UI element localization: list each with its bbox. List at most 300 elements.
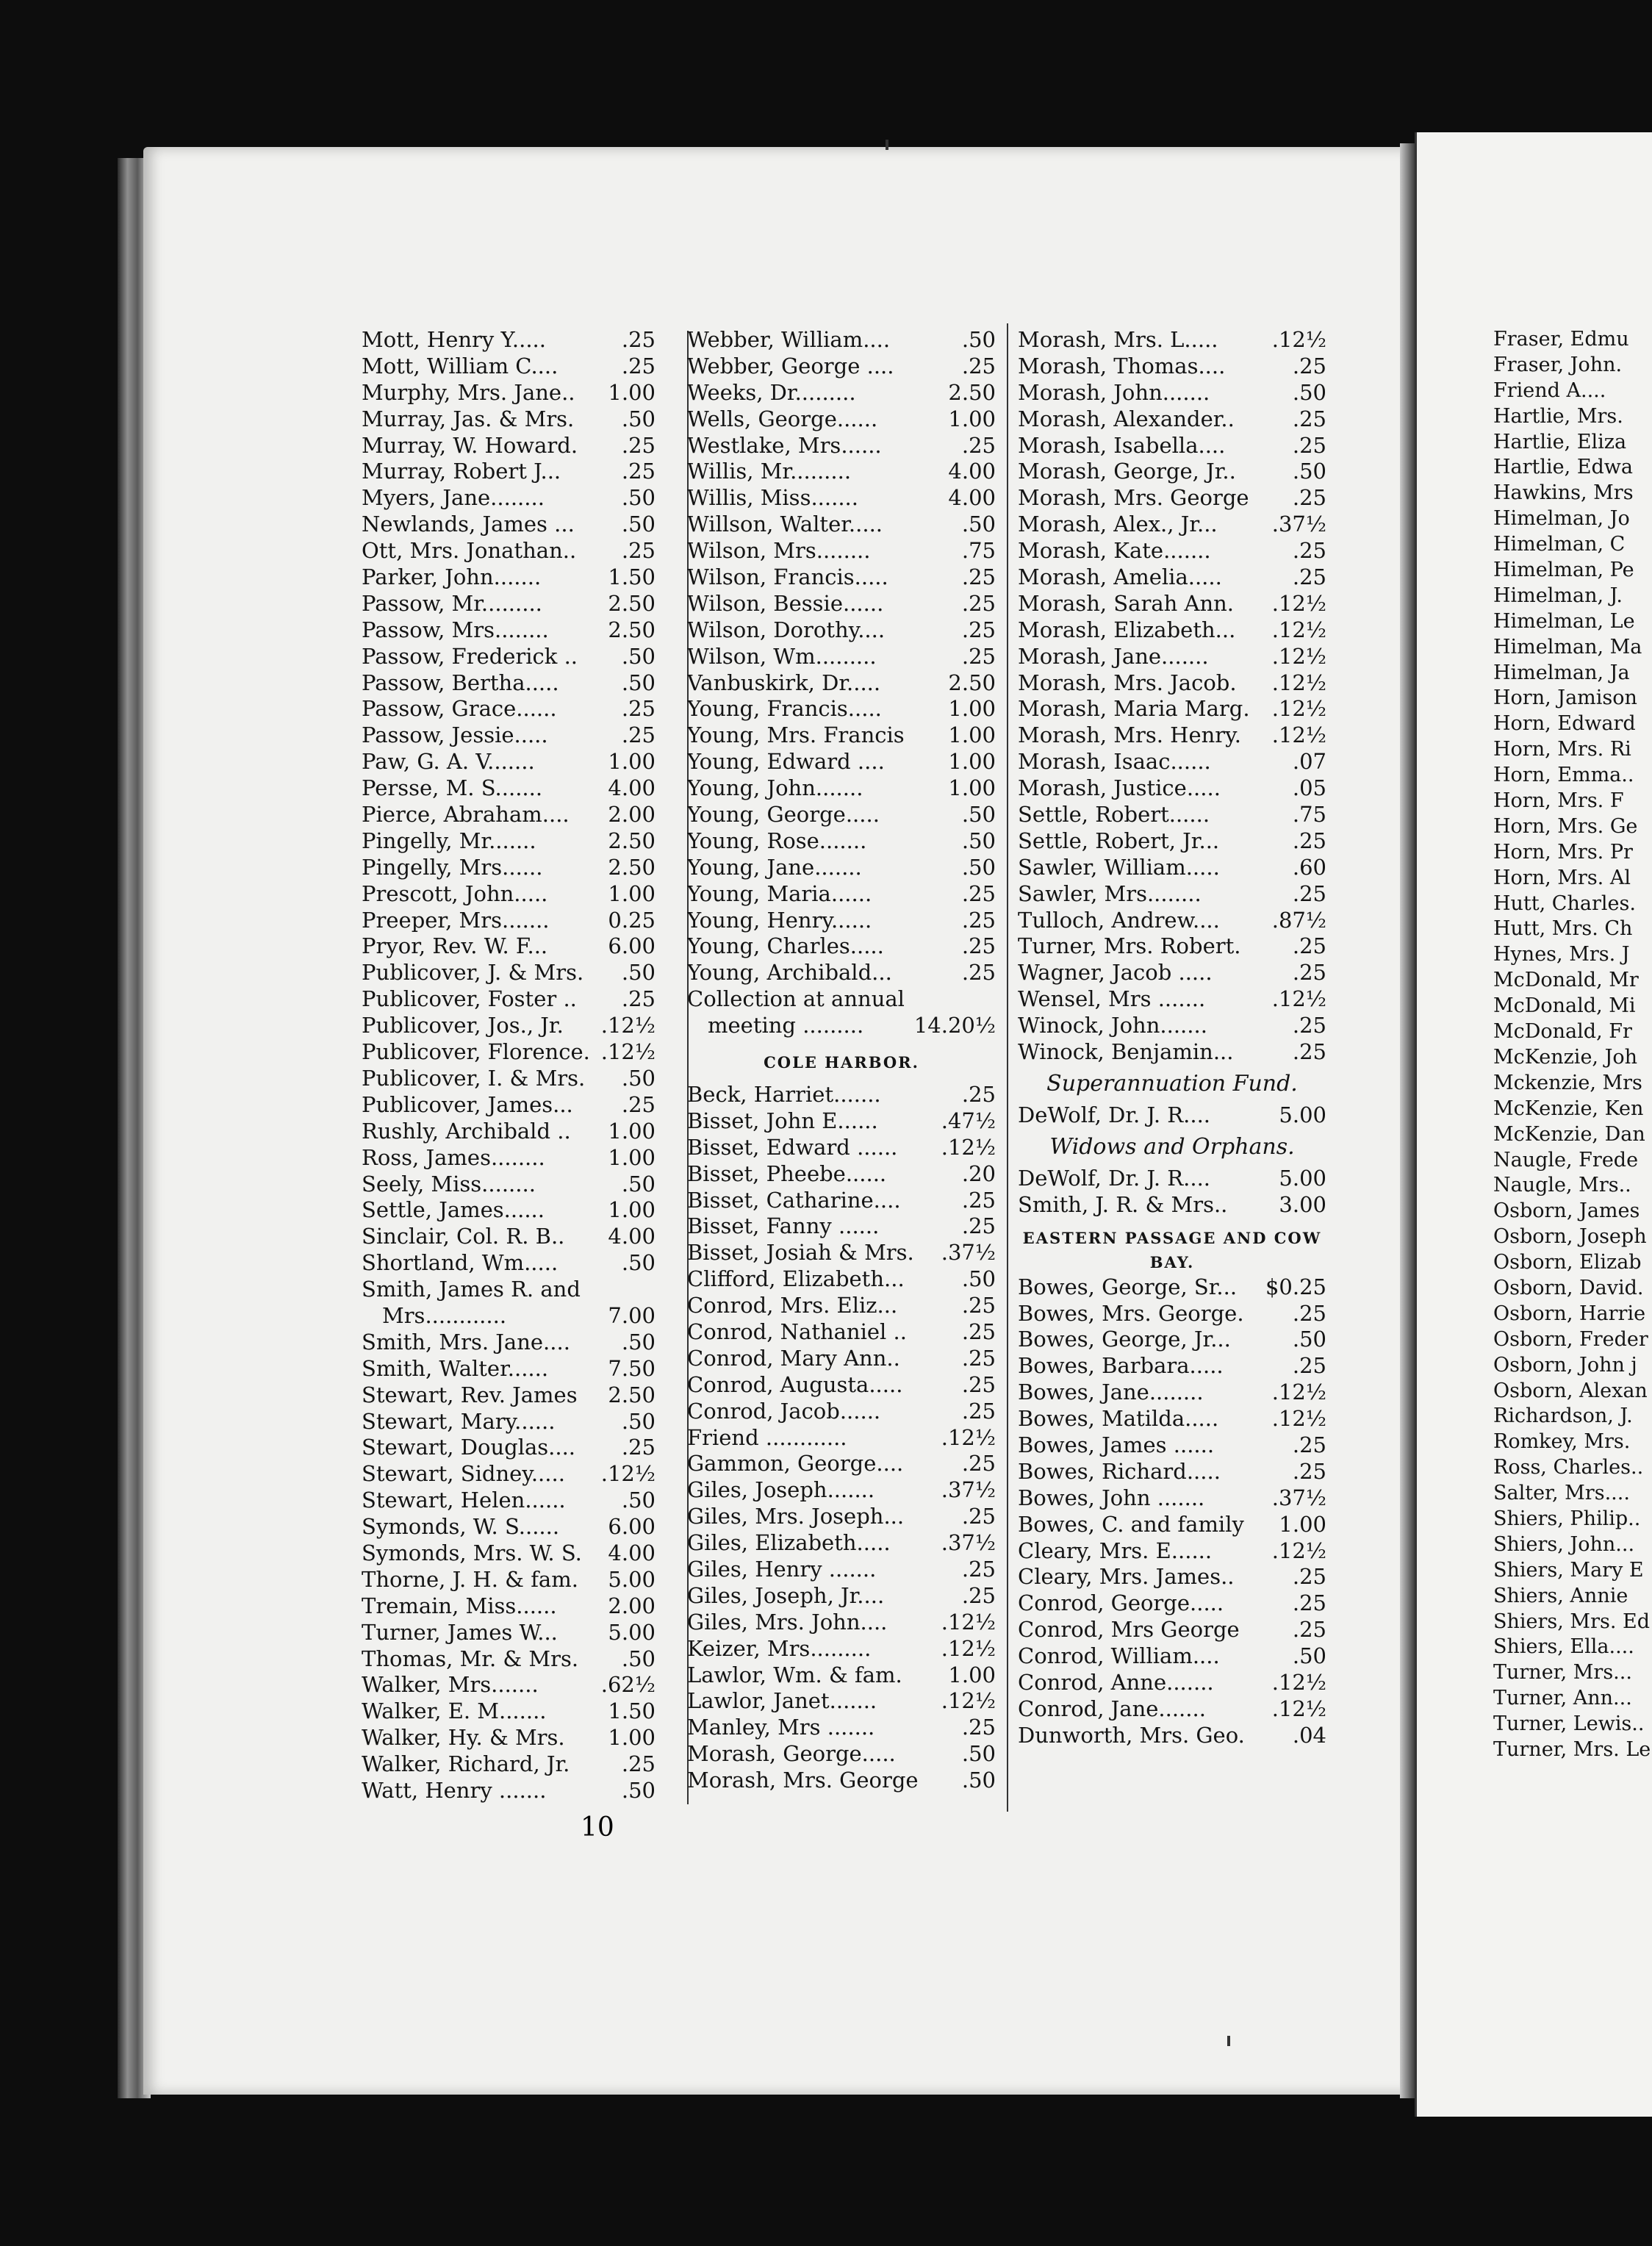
entry-amount: .25	[621, 432, 656, 458]
entry-amount: .25	[1292, 828, 1326, 853]
entry-amount: 2.50	[948, 670, 996, 695]
list-entry	[1018, 1406, 1326, 1432]
entry-name: Smith, James R. and	[362, 1277, 581, 1302]
entry-amount: .12½	[600, 1013, 656, 1038]
entry-amount: .25	[961, 880, 996, 906]
entry-amount: 0.25	[608, 907, 656, 933]
entry-name: DeWolf, Dr. J. R....	[1018, 1102, 1211, 1127]
entry-name: Conrod, Augusta.....	[687, 1371, 903, 1397]
entry-name: Young, John.......	[687, 775, 863, 801]
right-page-entry: McKenzie, Ken	[1493, 1097, 1644, 1120]
entry-name: Conrod, Jacob......	[687, 1398, 881, 1424]
entry-amount: .62½	[600, 1672, 656, 1698]
list-entry	[687, 908, 996, 934]
entry-name: Morash, Amelia.....	[1018, 564, 1222, 590]
entry-amount: 1.00	[948, 722, 996, 748]
entry-amount: .25	[961, 960, 996, 986]
right-page-entry: Friend A....	[1493, 378, 1606, 402]
right-page-entry: Osborn, James	[1493, 1199, 1640, 1223]
right-page-entry: Hartlie, Mrs.	[1493, 404, 1623, 428]
right-page-entry: Osborn, Alexan	[1493, 1379, 1648, 1402]
list-entry	[1018, 722, 1326, 749]
entry-name: Thomas, Mr. & Mrs.	[362, 1646, 579, 1671]
list-entry	[362, 1303, 656, 1330]
right-page-entry: Hutt, Charles.	[1493, 891, 1636, 915]
list-entry	[687, 1135, 996, 1161]
entry-amount: .50	[961, 1741, 996, 1767]
section-heading-eastern-passage-line2: BAY.	[1149, 1252, 1195, 1271]
list-entry	[687, 722, 996, 749]
entry-name: Bisset, Edward ......	[687, 1134, 898, 1160]
entry-name: Stewart, Rev. James	[362, 1382, 578, 1407]
entry-name: Smith, Walter......	[362, 1355, 549, 1381]
list-entry	[1018, 1643, 1326, 1670]
entry-amount: 1.00	[948, 1662, 996, 1687]
right-page-entry: McKenzie, Joh	[1493, 1045, 1638, 1069]
entry-amount: 3.00	[1279, 1191, 1326, 1217]
entry-name: Murphy, Mrs. Jane..	[362, 379, 575, 405]
entry-amount: .25	[1292, 353, 1326, 378]
entry-name: Wagner, Jacob .....	[1018, 960, 1213, 986]
entry-amount: .25	[961, 1582, 996, 1608]
entry-name: Young, Edward ....	[687, 749, 885, 775]
entry-amount: 2.00	[608, 1593, 656, 1618]
entry-amount: .50	[961, 327, 996, 352]
entry-name: Collection at annual	[687, 986, 905, 1012]
list-entry	[687, 775, 996, 802]
entry-name: Morash, Alex., Jr...	[1018, 512, 1218, 537]
entry-amount: .07	[1292, 749, 1326, 775]
list-entry	[362, 960, 656, 986]
entry-amount: 14.20½	[913, 1013, 996, 1038]
list-entry	[362, 1672, 656, 1698]
list-entry	[1018, 855, 1326, 881]
list-entry	[1018, 1590, 1326, 1617]
list-entry	[1018, 960, 1326, 986]
entry-name: Shortland, Wm.....	[362, 1250, 559, 1276]
list-entry	[687, 459, 996, 485]
right-page-entry: Horn, Mrs. Ri	[1493, 738, 1631, 761]
list-entry	[1018, 591, 1326, 617]
list-entry	[1018, 1617, 1326, 1643]
list-entry	[687, 354, 996, 380]
entry-name: Conrod, Jane.......	[1018, 1696, 1206, 1721]
list-entry	[687, 1636, 996, 1662]
entry-name: Ott, Mrs. Jonathan..	[362, 538, 577, 564]
list-entry	[362, 1435, 656, 1461]
entry-name: Passow, Mr.........	[362, 590, 542, 616]
list-entry	[687, 986, 996, 1013]
list-entry	[687, 960, 996, 986]
list-entry	[687, 1319, 996, 1346]
entry-amount: 1.00	[948, 749, 996, 775]
entry-name: Passow, Bertha.....	[362, 670, 559, 695]
right-page-entry: Mckenzie, Mrs	[1493, 1071, 1642, 1094]
right-page-entry: Osborn, David.	[1493, 1276, 1644, 1299]
entry-name: Morash, Mrs. George	[1018, 485, 1249, 511]
entry-amount: 5.00	[1279, 1165, 1326, 1191]
entry-amount: .50	[1292, 379, 1326, 405]
list-entry	[362, 933, 656, 960]
entry-name: Willis, Mr.........	[687, 459, 852, 484]
entry-name: Winock, John.......	[1018, 1013, 1207, 1038]
list-entry	[687, 538, 996, 564]
entry-amount: .50	[621, 485, 656, 511]
entry-name: Morash, George, Jr..	[1018, 459, 1236, 484]
list-entry	[362, 1013, 656, 1039]
entry-amount: .12½	[941, 1688, 996, 1714]
entry-name: Morash, Kate.......	[1018, 538, 1211, 564]
entry-amount: 1.00	[1279, 1511, 1326, 1537]
list-entry	[687, 327, 996, 354]
right-page-entry: Himelman, Jo	[1493, 507, 1630, 531]
entry-amount: .12½	[1271, 590, 1326, 616]
right-page-entry: Shiers, Philip..	[1493, 1507, 1641, 1530]
entry-amount: .50	[961, 512, 996, 537]
section-heading-eastern-passage: EASTERN PASSAGE AND COW	[1022, 1228, 1322, 1247]
entry-amount: .12½	[1271, 986, 1326, 1012]
list-entry	[362, 406, 656, 433]
entry-name: Tremain, Miss......	[362, 1593, 557, 1618]
list-entry	[687, 1213, 996, 1240]
right-page-entry: Shiers, Annie	[1493, 1584, 1628, 1607]
right-page-entry: Hartlie, Eliza	[1493, 430, 1627, 453]
entry-amount: 1.00	[948, 696, 996, 722]
list-entry	[687, 670, 996, 697]
entry-amount: .25	[961, 1556, 996, 1582]
entry-name: Watt, Henry .......	[362, 1777, 547, 1803]
list-entry	[687, 1610, 996, 1636]
list-entry	[1018, 986, 1326, 1013]
entry-name: Young, Francis.....	[687, 696, 882, 722]
entry-name: Pryor, Rev. W. F...	[362, 933, 548, 959]
entry-amount: .12½	[1271, 1538, 1326, 1563]
entry-amount: .25	[1292, 1432, 1326, 1457]
list-entry	[1018, 1039, 1326, 1066]
list-entry	[1018, 933, 1326, 960]
entry-amount: 1.00	[608, 379, 656, 405]
entry-amount: .25	[1292, 880, 1326, 906]
list-entry	[362, 1646, 656, 1673]
list-entry	[362, 908, 656, 934]
entry-amount: .50	[621, 670, 656, 695]
list-entry	[362, 802, 656, 828]
section-heading-cole-harbor: COLE HARBOR.	[764, 1053, 919, 1072]
list-entry	[687, 433, 996, 459]
entry-name: Conrod, Mary Ann..	[687, 1345, 900, 1371]
entry-name: Bowes, Barbara.....	[1018, 1353, 1224, 1379]
list-entry	[1018, 1485, 1326, 1512]
entry-amount: .12½	[941, 1424, 996, 1450]
entry-amount: .25	[1292, 1300, 1326, 1326]
entry-name: Giles, Joseph, Jr....	[687, 1582, 885, 1608]
entry-name: Tulloch, Andrew....	[1018, 907, 1220, 933]
entry-amount: .25	[961, 564, 996, 590]
list-entry	[1018, 1696, 1326, 1723]
entry-name: Seely, Miss........	[362, 1171, 536, 1196]
entry-amount: .25	[961, 643, 996, 669]
entry-name: Morash, Isabella....	[1018, 432, 1226, 458]
right-page-entry: Turner, Mrs...	[1493, 1661, 1632, 1684]
entry-amount: 1.00	[608, 1197, 656, 1223]
entry-amount: 1.50	[608, 564, 656, 590]
entry-name: Persse, M. S.......	[362, 775, 543, 801]
entry-amount: $0.25	[1265, 1274, 1326, 1299]
entry-amount: 4.00	[608, 775, 656, 801]
spacer	[1018, 1219, 1326, 1226]
entry-name: Thorne, J. H. & fam.	[362, 1566, 578, 1592]
list-entry	[687, 1188, 996, 1214]
entry-amount: 2.50	[608, 1382, 656, 1407]
list-entry	[362, 1593, 656, 1620]
entry-amount: .87½	[1271, 907, 1326, 933]
list-entry	[362, 1172, 656, 1198]
entry-amount: .25	[961, 353, 996, 378]
entry-name: Walker, Mrs.......	[362, 1672, 539, 1698]
entry-amount: .37½	[1271, 1485, 1326, 1510]
list-entry	[1018, 406, 1326, 433]
entry-name: Morash, Alexander..	[1018, 406, 1235, 431]
entry-amount: 2.50	[608, 828, 656, 853]
list-entry	[687, 1266, 996, 1293]
right-page-entry: Naugle, Frede	[1493, 1148, 1639, 1172]
entry-amount: .50	[621, 406, 656, 431]
entry-name: Murray, W. Howard.	[362, 432, 578, 458]
entry-name: Pingelly, Mrs......	[362, 854, 543, 880]
entry-amount: .37½	[941, 1530, 996, 1556]
right-page-entry: Shiers, Ella....	[1493, 1635, 1634, 1659]
entry-amount: .50	[961, 828, 996, 853]
entry-name: Walker, Richard, Jr.	[362, 1751, 570, 1777]
entry-amount: .25	[621, 1751, 656, 1777]
entry-amount: .37½	[941, 1240, 996, 1266]
entry-name: Wilson, Mrs........	[687, 538, 871, 564]
list-entry	[362, 1119, 656, 1145]
entry-amount: .25	[1292, 960, 1326, 986]
entry-amount: .25	[1292, 432, 1326, 458]
entry-amount: .25	[961, 1213, 996, 1239]
entry-name: Bisset, Josiah & Mrs.	[687, 1240, 914, 1266]
list-entry	[362, 1461, 656, 1488]
entry-amount: .25	[961, 617, 996, 642]
entry-amount: 4.00	[948, 459, 996, 484]
entry-amount: .25	[1292, 1353, 1326, 1379]
right-page-entry: Horn, Mrs. F	[1493, 789, 1624, 813]
entry-name: DeWolf, Dr. J. R....	[1018, 1165, 1211, 1191]
list-entry	[362, 1382, 656, 1409]
list-entry	[1018, 327, 1326, 354]
right-page-entry: Osborn, John j	[1493, 1353, 1637, 1377]
right-page-entry: Ross, Charles..	[1493, 1456, 1644, 1479]
entry-name: Webber, William....	[687, 327, 891, 352]
entry-amount: .12½	[941, 1609, 996, 1635]
entry-amount: .25	[961, 1451, 996, 1477]
entry-name: Wilson, Wm.........	[687, 643, 877, 669]
list-entry	[362, 1409, 656, 1435]
column-1	[362, 327, 656, 1804]
entry-name: Publicover, I. & Mrs.	[362, 1065, 586, 1091]
list-entry	[687, 380, 996, 406]
entry-name: Morash, Mrs. Henry.	[1018, 722, 1241, 748]
list-entry	[362, 775, 656, 802]
entry-amount: .47½	[941, 1108, 996, 1133]
list-entry	[362, 644, 656, 670]
entry-amount: .50	[621, 1646, 656, 1671]
entry-name: Manley, Mrs .......	[687, 1715, 875, 1740]
entry-amount: .50	[621, 1250, 656, 1276]
entry-name: Morash, Thomas....	[1018, 353, 1226, 378]
entry-amount: 6.00	[608, 933, 656, 959]
list-entry	[362, 538, 656, 564]
entry-name: Morash, Mrs. Jacob.	[1018, 670, 1237, 695]
entry-name: Wensel, Mrs .......	[1018, 986, 1206, 1012]
list-entry	[687, 617, 996, 644]
list-entry	[362, 1092, 656, 1119]
entry-amount: 1.00	[608, 1144, 656, 1170]
entry-amount: .25	[961, 1081, 996, 1107]
list-entry	[687, 406, 996, 433]
entry-amount: 2.50	[608, 854, 656, 880]
list-entry	[362, 1514, 656, 1540]
list-entry	[1018, 1670, 1326, 1696]
entry-name: Turner, James W...	[362, 1619, 558, 1645]
entry-name: Settle, James......	[362, 1197, 545, 1223]
right-page-entry: Himelman, J.	[1493, 584, 1623, 607]
right-page-entry: Horn, Jamison	[1493, 686, 1637, 710]
list-entry	[1018, 1166, 1326, 1192]
list-entry	[687, 1346, 996, 1372]
entry-amount: 1.00	[948, 406, 996, 431]
entry-amount: 1.00	[608, 880, 656, 906]
entry-name: Westlake, Mrs......	[687, 432, 882, 458]
entry-name: Parker, John.......	[362, 564, 542, 590]
entry-amount: .12½	[600, 1039, 656, 1065]
entry-name: Bowes, Richard.....	[1018, 1458, 1221, 1484]
list-entry	[362, 749, 656, 775]
right-page-entry: Shiers, John...	[1493, 1532, 1635, 1556]
entry-name: Prescott, John.....	[362, 880, 548, 906]
right-page-entry: McKenzie, Dan	[1493, 1122, 1645, 1146]
entry-amount: 1.00	[608, 1118, 656, 1144]
entry-amount: 1.50	[608, 1698, 656, 1724]
list-entry	[362, 1330, 656, 1356]
right-page-entry: Horn, Mrs. Pr	[1493, 840, 1633, 864]
entry-amount: 2.00	[608, 802, 656, 828]
entry-name: Giles, Elizabeth.....	[687, 1530, 891, 1556]
list-entry	[687, 933, 996, 960]
list-entry	[687, 1425, 996, 1452]
entry-amount: 4.00	[608, 1224, 656, 1249]
entry-name: Lawlor, Wm. & fam.	[687, 1662, 902, 1687]
list-entry	[362, 1224, 656, 1250]
list-entry	[1018, 1013, 1326, 1039]
list-entry	[362, 327, 656, 354]
right-page-entry: Himelman, Le	[1493, 609, 1635, 633]
list-entry	[687, 749, 996, 775]
entry-name: Paw, G. A. V.......	[362, 749, 535, 775]
list-entry	[362, 1066, 656, 1092]
list-entry	[1018, 1301, 1326, 1327]
right-page-entry: Hartlie, Edwa	[1493, 456, 1634, 479]
entry-amount: .12½	[1271, 722, 1326, 748]
entry-amount: .25	[621, 1091, 656, 1117]
entry-amount: 2.50	[608, 590, 656, 616]
list-entry	[362, 722, 656, 749]
entry-amount: .50	[621, 1488, 656, 1513]
entry-amount: .25	[1292, 1013, 1326, 1038]
entry-amount: .12½	[1271, 327, 1326, 352]
entry-name: Stewart, Douglas....	[362, 1435, 576, 1460]
right-page-entry: Hawkins, Mrs	[1493, 481, 1634, 505]
right-page-entry: Osborn, Harrie	[1493, 1302, 1646, 1325]
right-page-entry: Osborn, Elizab	[1493, 1251, 1642, 1274]
entry-name: Stewart, Mary......	[362, 1408, 556, 1434]
entry-amount: .25	[961, 432, 996, 458]
list-entry	[687, 828, 996, 855]
entry-amount: .50	[961, 1266, 996, 1292]
spacer	[687, 1039, 996, 1050]
entry-amount: .25	[621, 459, 656, 484]
right-page-entry: Himelman, Ma	[1493, 635, 1642, 659]
right-page-entry: Fraser, Edmu	[1493, 328, 1629, 351]
right-page-entry: Shiers, Mary E	[1493, 1558, 1644, 1582]
entry-amount: 4.00	[948, 485, 996, 511]
list-entry	[362, 1488, 656, 1514]
entry-name: Webber, George ....	[687, 353, 894, 378]
entry-amount: .05	[1292, 775, 1326, 801]
entry-name: Morash, Justice.....	[1018, 775, 1221, 801]
entry-name: Sinclair, Col. R. B..	[362, 1224, 565, 1249]
list-entry	[687, 1399, 996, 1425]
right-page-entry: Horn, Mrs. Ge	[1493, 814, 1638, 838]
entry-name: Morash, Elizabeth...	[1018, 617, 1236, 642]
list-entry	[362, 512, 656, 538]
entry-amount: .75	[961, 538, 996, 564]
entry-amount: .04	[1292, 1722, 1326, 1748]
entry-name: Winock, Benjamin...	[1018, 1039, 1234, 1065]
entry-amount: .25	[1292, 1617, 1326, 1643]
right-page-entry: Fraser, John.	[1493, 353, 1623, 376]
list-entry	[687, 1240, 996, 1266]
entry-name: Murray, Robert J...	[362, 459, 561, 484]
entry-amount: .12½	[941, 1635, 996, 1661]
entry-name: Publicover, J. & Mrs.	[362, 960, 584, 986]
list-entry	[1018, 749, 1326, 775]
entry-amount: .25	[961, 1504, 996, 1529]
list-entry	[362, 354, 656, 380]
entry-amount: .50	[1292, 1643, 1326, 1669]
entry-amount: .50	[621, 1777, 656, 1803]
entry-name: Young, Henry......	[687, 907, 872, 933]
list-entry	[362, 986, 656, 1013]
entry-amount: .25	[1292, 564, 1326, 590]
entry-amount: .12½	[1271, 1406, 1326, 1432]
right-page-entry: McDonald, Mr	[1493, 969, 1639, 992]
entry-name: Morash, George.....	[687, 1741, 896, 1767]
entry-name: Sawler, William.....	[1018, 854, 1220, 880]
entry-name: Young, Rose.......	[687, 828, 867, 853]
entry-amount: .25	[621, 722, 656, 748]
entry-name: Cleary, Mrs. E......	[1018, 1538, 1213, 1563]
entry-name: Beck, Harriet.......	[687, 1081, 881, 1107]
entry-amount: .25	[1292, 1458, 1326, 1484]
list-entry	[362, 485, 656, 512]
list-entry	[687, 1477, 996, 1504]
entry-amount: .20	[961, 1160, 996, 1186]
list-entry	[362, 564, 656, 591]
entry-amount: .25	[961, 1371, 996, 1397]
entry-name: Publicover, James...	[362, 1091, 573, 1117]
